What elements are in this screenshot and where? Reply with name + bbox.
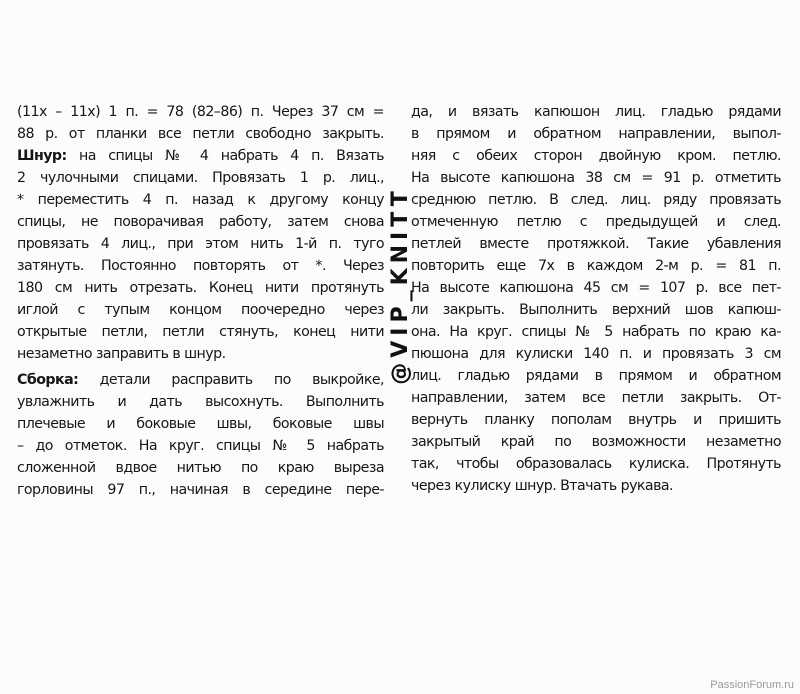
text-line (17, 255, 384, 277)
line-text: на спицы № 4 набрать 4 п. Вязать (66, 148, 384, 164)
line-text: горловины 97 п., начиная в середине пере- (17, 482, 384, 498)
text-line (411, 387, 781, 409)
line-text: (11х – 11х) 1 п. = 78 (82–86) п. Через 37 см = (17, 104, 384, 120)
line-text: через кулиску шнур. Втачать рукава. (411, 478, 673, 494)
line-text: На высоте капюшона 45 см = 107 р. все пет- (411, 280, 781, 296)
right-text-column (411, 101, 781, 497)
section-label: Шнур: (17, 148, 67, 164)
text-line (411, 409, 781, 431)
line-text: среднюю петлю. В след. лиц. ряду провязать (411, 192, 781, 208)
line-text: да, и вязать капюшон лиц. гладью рядами (411, 104, 781, 120)
line-text: На высоте капюшона 38 см = 91 р. отметить (411, 170, 781, 186)
text-line (411, 475, 781, 497)
line-text: провязать 4 лиц., при этом нить 1-й п. туго (17, 236, 384, 252)
line-text: увлажнить и дать высохнуть. Выполнить (17, 394, 384, 410)
line-text: закрытый край по возможности незаметно (411, 434, 781, 450)
text-line (17, 457, 384, 479)
text-line (17, 277, 384, 299)
text-line (17, 145, 384, 167)
line-text: сложенной вдвое нитью по краю выреза (17, 460, 384, 476)
line-text: отмеченную петлю с предыдущей и след. (411, 214, 781, 230)
watermark-vip-knitt (389, 150, 411, 420)
text-line (17, 343, 384, 365)
text-line (411, 453, 781, 475)
text-line (17, 321, 384, 343)
site-credit: PassionForum.ru (710, 679, 794, 691)
text-line (17, 189, 384, 211)
text-line (17, 233, 384, 255)
text-line (17, 479, 384, 501)
line-text: * переместить 4 п. назад к другому концу (17, 192, 384, 208)
text-line (411, 145, 781, 167)
line-text: в прямом и обратном направлении, выпол- (411, 126, 781, 142)
text-line (411, 343, 781, 365)
text-line (411, 299, 781, 321)
line-text: ли закрыть. Выполнить верхний шов капюш- (411, 302, 781, 318)
text-line (411, 167, 781, 189)
line-text: плечевые и боковые швы, боковые швы (17, 416, 384, 432)
line-text: спицы, не поворачивая работу, затем снова (17, 214, 384, 230)
text-line (411, 255, 781, 277)
text-line (411, 101, 781, 123)
text-line (17, 101, 384, 123)
line-text: незаметно заправить в шнур. (17, 346, 226, 362)
line-text: 2 чулочными спицами. Провязать 1 р. лиц., (17, 170, 384, 186)
section-label: Сборка: (17, 372, 79, 388)
line-text: затянуть. Постоянно повторять от *. Через (17, 258, 384, 274)
line-text: петлей вместе протяжкой. Такие убавления (411, 236, 781, 252)
text-line (411, 277, 781, 299)
left-text-column (17, 101, 384, 501)
line-text: иглой с тупым концом поочередно через (17, 302, 384, 318)
watermark-text: @VIP_KNITT (387, 185, 413, 385)
text-line (17, 123, 384, 145)
line-text: вернуть планку пополам внутрь и пришить (411, 412, 781, 428)
text-line (411, 431, 781, 453)
text-line (411, 321, 781, 343)
text-line (17, 299, 384, 321)
text-line (411, 189, 781, 211)
line-text: пюшона для кулиски 140 п. и провязать 3 см (411, 346, 781, 362)
line-text: 180 см нить отрезать. Конец нити протянуть (17, 280, 384, 296)
line-text: 88 р. от планки все петли свободно закрыть. (17, 126, 384, 142)
text-line (17, 391, 384, 413)
line-text: направлении, затем все петли закрыть. От- (411, 390, 781, 406)
text-line (411, 233, 781, 255)
line-text: она. На круг. спицы № 5 набрать по краю ка- (411, 324, 781, 340)
line-text: детали расправить по выкройке, (78, 372, 384, 388)
text-line (411, 365, 781, 387)
text-line (17, 167, 384, 189)
line-text: няя с обеих сторон двойную кром. петлю. (411, 148, 781, 164)
text-line (411, 123, 781, 145)
text-line (411, 211, 781, 233)
line-text: – до отметок. На круг. спицы № 5 набрать (17, 438, 384, 454)
line-text: открытые петли, петли стянуть, конец нити (17, 324, 384, 340)
text-line (17, 435, 384, 457)
text-line (17, 413, 384, 435)
text-line (17, 211, 384, 233)
text-line (17, 369, 384, 391)
line-text: повторить еще 7х в каждом 2-м р. = 81 п. (411, 258, 781, 274)
line-text: лиц. гладью рядами в прямом и обратном (411, 368, 781, 384)
line-text: так, чтобы образовалась кулиска. Протянуть (411, 456, 781, 472)
